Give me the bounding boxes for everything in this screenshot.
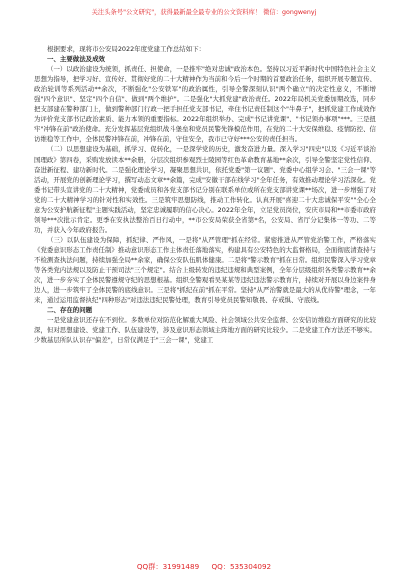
intro-paragraph: 根据要求，现将市公安局2022年度党建工作总结如下：: [47, 45, 206, 53]
section-heading: 一、主要做法及成效: [47, 55, 105, 64]
body-paragraph: （二）以思想建设为基础，抓学习、促转化，一是深学党的历史，激发奋进力量。深入学习"四史"以及《习近平谈治国理政》第四卷，采购发放读本**余册，分层次组织参观烈士陵园等红色革命教育基地**余次，引导全警坚定党性信仰、奋进新征程、建功新时代。二是强化理论学习，凝聚思想共识，依托党委"第一议题"、党委中心组学习会、"三会一课"等活动，开展党的创新理论学习，撰写动态文章**余篇，完成"安徽干部在线学习"全年任务，有效推动理论学习活深化。党委书记带头宣讲党的二十大精神，党委成员和各党支部书记分别在联系单位或所在党支部讲党课**场次，进一步增强了对党的二十大精神学习的针对性和实效性。三是筑牢思想防线，推动工作转化。认真开展"喜迎二十大忠诚保平安""全心全意为公安护航新征程"主题实践活动，坚定忠诚履职的信心决心。2022年全年，立足党员岗位，安庆市局和**市委市政府领导***次批示肯定。更季在安执法整治百日行动中，**市公安局荣获全省第*名，公安局、省厅分记集体一等功、二等功，并获入今年政府报告。: [34, 145, 376, 234]
qq-group: QQ群：31991489: [136, 562, 200, 571]
section-heading: 二、存在的问题: [47, 306, 93, 315]
qq-number: QQ：535304092: [211, 562, 272, 571]
body-paragraph: （一）以政治建设为统领，抓责任、担使命，一是推牢"绝对忠诚"政治本色。坚持以习近平新时代中国特色社会主义思想为指导，把学习好、宣传好、贯彻好党的二十大精神作为当前和今后一个时期的首要政治任务，组织开展专题宣传、政治轮训等系列活动**余次，不断强化"公安铁军"的政治属性，引导全警深刻认识"两个确立"的决定性意义，不断增强"四个意识"、坚定"四个自信"、做到"两个维护"。二是强化"大抓党建"政治责任。2022年局机关党委加期改选，同步把支部建在警种部门上，做到警种部门行政一把手担任党支部书记，牵住书记责任制这个"牛鼻子"，把抓党建工作成效作为评价党支部书记政治素质、能力本领的重要指标。2022年组织举办、完成"书记讲党课"、"书记领办事项"***。三是扭牢"冲锋在前"政治使命。充分发挥基层党组织战斗堡垒和党员民警先锋模范作用，在党的二十大安保维稳、疫情防控、信访维稳等工作中，全体民警冲锋在前，冲锋在前，守住安全，我市已守好***公安的责任担当。: [34, 65, 376, 144]
body-paragraph: （三）以队伍建设为保障，抓纪律、严作风，一是将"从严管理"抓在经常。紧密推进从严管党治警工作，严格落实《党委意识形态工作责任制》推动意识形态工作主体责任落地落实，构建具有公安特色的大监督格局，全面彻底清查持与不检测查执法问题，持续加强全局**余家，确保公安队伍肌体健康。二是将"警示教育"抓在日常。组织民警深入学习党章等各类党内法规以及防止干预司法"三个规定"。结合上级转发的违纪违规和典型案例，全年分层级组织各类警示教育**余次，进一步夯实了全体民警遵规守纪的思想根基。组织全警观看吴某某等违纪违法警示教育片，持续对开展以身边案件身边人，进一步筑牢了全体民警的底线意识。三是将"抓纪在前"抓在平常。坚持"从严治警就是最大的从优待警"理念，一年来，通过运用监督执纪"四种形态"对违法违纪民警处理，教育引导党员民警知敬畏、存戒惧、守底线。: [34, 235, 376, 305]
footer-contact: [0, 562, 408, 572]
document-body: [34, 44, 376, 345]
header-banner: 关注头条号"公文研究"，获得最新最全最专业的公文资料库！ 微信：gongwenyj: [91, 9, 317, 16]
body-paragraph: 一是党建意识还存在不到位。多数单位对防范化解重大风险、社会领域公共安全监督、公安信访维稳方面研究的比较深，但对思想建设、党建工作、队伍建设等，涉及意识形态领域主阵地方面的研究比较少。二是党建工作方法还不够实。少数基层所队认识存"偏差"，日常仅满足于"三会一课"，党建工: [34, 316, 376, 345]
